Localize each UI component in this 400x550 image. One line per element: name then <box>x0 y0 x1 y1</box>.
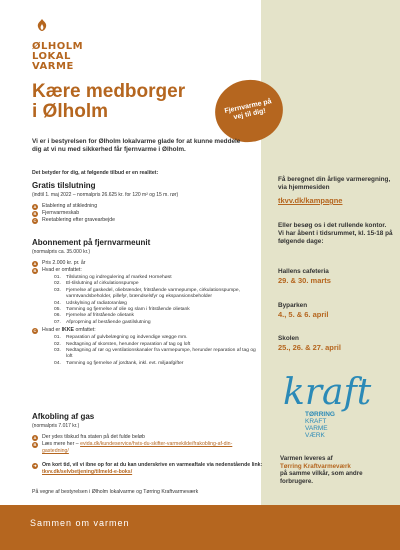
promo-badge-text: Fjernvarme på vej til dig! <box>223 98 273 122</box>
olholm-logo <box>32 18 83 72</box>
item-text: Udskylning af radiatoranlæg <box>66 300 127 306</box>
logo-line-2: LOKAL <box>32 51 71 62</box>
item-text: Reparation af gulvbelægning og indvendige vægge mm. <box>66 335 188 341</box>
offer-line: Det betyder for dig, at følgende tilbud er en realitet: <box>32 170 159 176</box>
item-number: 04. <box>54 300 61 306</box>
signup-note <box>32 462 267 476</box>
bullet-marker: C <box>33 327 37 333</box>
section-subtitle-gratis: (indtil 1. maj 2022 – normalpris 26.625 kr. for 120 m² og 15 m. rør) <box>32 192 179 198</box>
kraft-name-4: VÆRK <box>305 432 325 439</box>
section-title-abonnement: Abonnement på fjernvarmeunit <box>32 238 151 247</box>
signup-note-text: Om kort tid, vil vi ibne op for at du kan underskrive en varmeaftale via nedenstående link: <box>42 462 263 468</box>
item-text: Tømning og fjernelse af jordtank, inkl. evt. miljøafgifter <box>66 360 184 366</box>
item-number: 03. <box>54 348 61 354</box>
section-title-gratis: Gratis tilslutning <box>32 181 96 190</box>
included-item <box>42 320 257 326</box>
calc-text: Få beregnet din årlige varmeregning, via hjemmesiden <box>278 176 391 191</box>
logo-line-3: VARME <box>32 61 74 72</box>
visit-text: Eller besøg os i det rullende kontor. Vi har åbent i tidsrummet, kl. 15-18 på følgende dage: <box>278 222 393 245</box>
event-place: Skolen <box>278 335 299 342</box>
list-item-emphasis: IKKE <box>61 327 75 334</box>
afkobling-list <box>32 434 257 455</box>
item-number: 02. <box>54 341 61 347</box>
list-item <box>32 267 257 326</box>
kraft-name-1: TØRRING <box>305 411 335 418</box>
bullet-marker: A <box>33 434 37 440</box>
list-item <box>32 327 257 367</box>
kraft-tagline <box>280 455 390 485</box>
bullet-marker: A <box>33 203 37 209</box>
included-list <box>42 275 257 326</box>
evida-link[interactable]: evida.dk/kundeservice/hvis-du-skifter-varmekilde/frakobling-af-din-gastedning/ <box>42 441 233 454</box>
section-subtitle-afkobling: (normalpris 7.017 kr.) <box>32 423 80 429</box>
excluded-list <box>42 335 257 367</box>
event-1 <box>278 268 393 285</box>
footer-slogan: Sammen om varmen <box>30 518 130 528</box>
item-number: 01. <box>54 275 61 280</box>
list-item <box>32 203 257 210</box>
event-date: 29. & 30. marts <box>278 276 331 285</box>
event-3 <box>278 335 393 352</box>
kraft-logo <box>283 368 373 451</box>
item-text: Nedtagning af skorsten, herunder reparation af tag og loft <box>66 341 191 347</box>
item-number: 04. <box>54 360 61 366</box>
item-number: 06. <box>54 313 61 319</box>
excluded-item <box>42 348 257 361</box>
event-2 <box>278 302 393 319</box>
kraft-word: kraft <box>283 372 372 413</box>
section-subtitle-abonnement: (normalpris ca. 35.000 kr.) <box>32 249 91 255</box>
gratis-list <box>32 203 257 224</box>
included-item <box>42 288 257 301</box>
item-text: Tømning og fjernelse af olie og slam i fritstående olietank <box>66 307 190 313</box>
flame-icon <box>34 18 83 39</box>
item-text: Tilslutning og indregulering af marked Hornehøst <box>66 275 172 280</box>
bullet-marker: B <box>33 210 37 216</box>
arrow-icon: ➜ <box>33 463 37 468</box>
list-item <box>32 434 257 441</box>
list-item <box>32 217 257 224</box>
bullet-marker: C <box>33 217 37 223</box>
list-item-text: Læs mere her – <box>42 441 81 447</box>
item-text: Fjernelse af gaskedel, oliebrænder, fritstående varmepumpe, cirkulationspumpe, varmtvandsbeholder, pillefyr, brændselsfyr og ekspansionsbeholder <box>66 287 240 300</box>
item-number: 02. <box>54 281 61 287</box>
item-number: 01. <box>54 335 61 341</box>
calc-block <box>278 176 393 205</box>
list-item <box>32 441 257 455</box>
tag-company: Tørring Kraftvarmeværk <box>280 462 351 470</box>
signoff: På vegne af bestyrelsen i Ølholm lokalvarme og Tørring Kraftvarmeværk <box>32 489 199 495</box>
headline-line-2: i Ølholm <box>32 101 108 122</box>
campaign-link[interactable]: tkvv.dk/kampagne <box>278 196 343 205</box>
item-number: 03. <box>54 287 61 293</box>
bullet-marker: B <box>33 441 37 447</box>
list-item <box>32 260 257 267</box>
event-place: Byparken <box>278 302 308 309</box>
visit-block <box>278 222 393 246</box>
list-item-text: Hvad er <box>42 327 62 334</box>
list-item-text: Etablering af stikledning <box>42 203 98 209</box>
signup-link[interactable]: tkvv.dk/selvbetjening/tilmeld-e-boks/ <box>42 469 133 475</box>
item-number: 05. <box>54 307 61 313</box>
bullet-marker: A <box>33 260 37 266</box>
event-place: Hallens cafeteria <box>278 268 329 275</box>
kraft-name-2: KRAFT <box>305 418 327 425</box>
item-number: 07. <box>54 319 61 325</box>
abonnement-list <box>32 260 257 368</box>
headline-line-1: Kære medborger <box>32 81 186 102</box>
logo-line-1: ØLHOLM <box>32 41 84 52</box>
bullet-marker: B <box>33 267 37 273</box>
tag-text: på samme vilkår, som andre forbrugere. <box>280 470 363 485</box>
kraft-name-3: VARME <box>305 425 328 432</box>
kraft-logo-graphic <box>283 368 373 446</box>
list-item-text: omfattet: <box>74 327 96 334</box>
list-item-text: Pris 2.000 kr. pr. år <box>42 260 86 266</box>
event-date: 25., 26. & 27. april <box>278 343 341 352</box>
list-item-text: Reetablering efter gravearbejde <box>42 217 115 223</box>
tag-text: Varmen leveres af <box>280 455 333 462</box>
item-text: Afproprning af bestående gastilslutning <box>66 319 151 325</box>
item-text: El-tilslutning af cirkulationspumpe <box>66 281 139 287</box>
intro-paragraph: Vi er i bestyrelsen for Ølholm lokalvarme glade for at kunne meddele dig at vi nu med sikkerhed får fjernvarme i Ølholm. <box>32 138 241 153</box>
list-item-text: Hvad er omfattet: <box>42 267 82 273</box>
headline <box>32 82 232 122</box>
event-date: 4., 5. & 6. april <box>278 310 329 319</box>
item-text: Fjernelse af fritstående olietank <box>66 313 134 319</box>
item-text: Nedtagning af rør og ventilationskanaler fra varmepumpe, herunder reparation af tag og loft <box>66 348 256 360</box>
section-title-afkobling: Afkobling af gas <box>32 412 95 421</box>
excluded-item <box>42 361 257 367</box>
list-item-text: Fjernvarmeskab <box>42 210 80 216</box>
list-item-text: Der ydes tilskud fra staten på det fulde beløb <box>42 434 145 440</box>
list-item <box>32 210 257 217</box>
